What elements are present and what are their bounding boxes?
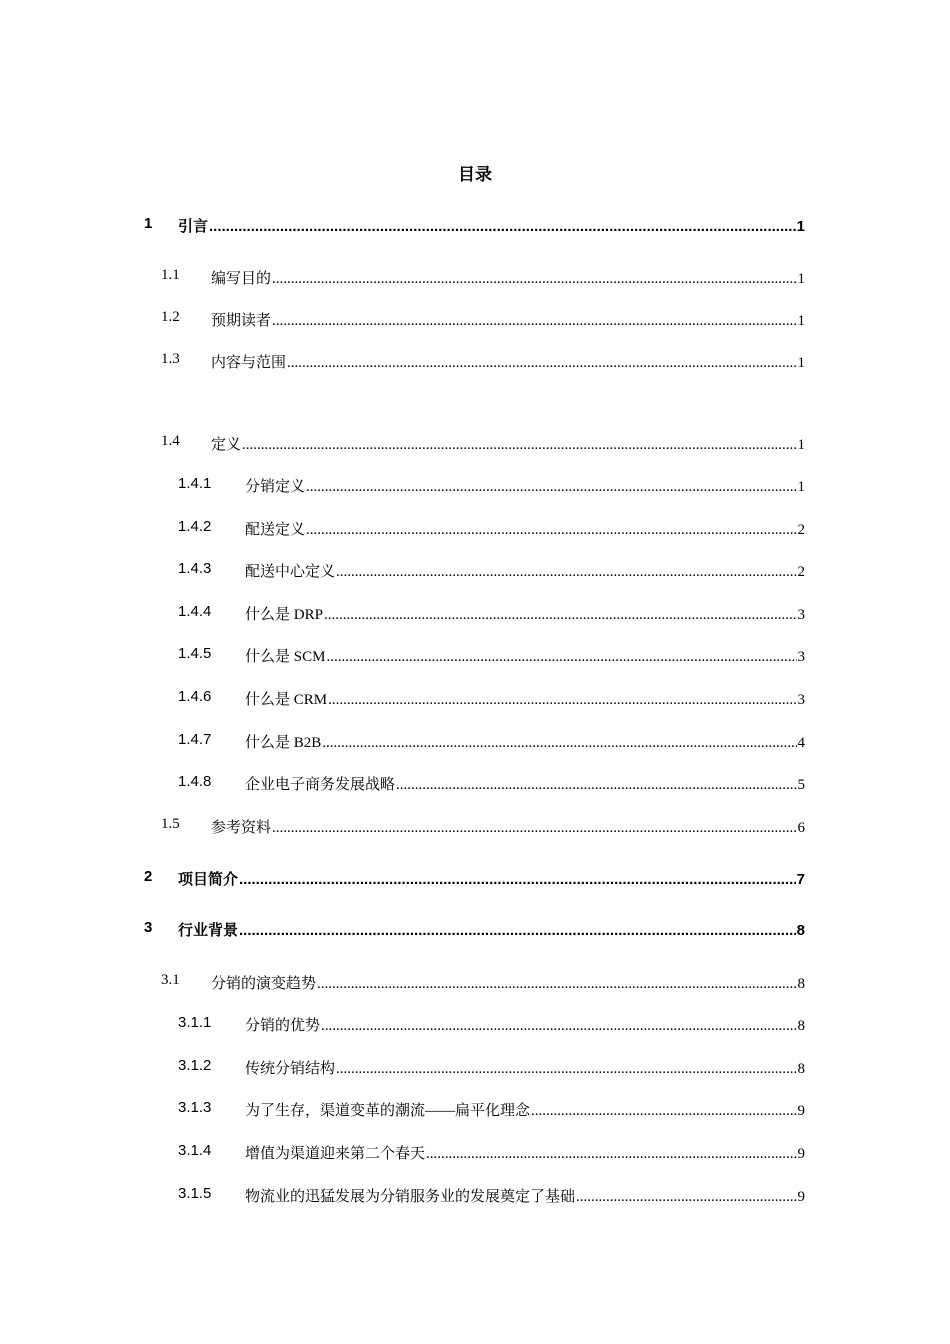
toc-entry-text: 内容与范围 [211, 355, 287, 371]
toc-entry-page: 3 [797, 607, 805, 623]
toc-entry-number: 1.5 [161, 816, 180, 832]
toc-leader [531, 1103, 796, 1120]
toc-entry-text: 预期读者 [211, 313, 272, 329]
toc-entry-page: 8 [797, 1018, 805, 1034]
toc-leader [272, 313, 796, 330]
toc-entry-page: 1 [797, 479, 805, 495]
toc-entry-3[interactable] [0, 919, 950, 941]
toc-entry-text: 分销的优势 [245, 1018, 321, 1034]
toc-entry-1-4-8[interactable] [0, 773, 950, 795]
toc-title: 目录 [458, 165, 492, 185]
toc-leader [576, 1189, 796, 1206]
toc-entry-page: 6 [797, 820, 805, 836]
toc-entry-page: 1 [797, 313, 805, 329]
toc-entry-page: 8 [797, 976, 805, 992]
toc-entry-text: 增值为渠道迎来第二个春天 [245, 1146, 426, 1162]
toc-entry-text: 物流业的迅猛发展为分销服务业的发展奠定了基础 [245, 1189, 576, 1205]
toc-leader [239, 871, 796, 888]
toc-entry-page: 5 [797, 777, 805, 793]
toc-entry-number: 1.4.5 [178, 645, 212, 662]
toc-entry-1-1[interactable] [0, 267, 950, 289]
toc-leader [324, 607, 797, 624]
toc-entry-number: 1.1 [161, 267, 180, 283]
toc-entry-1-4-1[interactable] [0, 475, 950, 497]
toc-entry-number: 3 [144, 919, 153, 936]
toc-entry-1-4-6[interactable] [0, 688, 950, 710]
toc-entry-number: 1.4.8 [178, 773, 212, 790]
toc-leader [242, 437, 796, 454]
toc-leader [209, 218, 796, 235]
toc-entry-number: 3.1.4 [178, 1142, 212, 1159]
toc-entry-number: 1.4.3 [178, 560, 212, 577]
toc-entry-page: 2 [797, 564, 805, 580]
toc-entry-1-3[interactable] [0, 351, 950, 373]
toc-entry-2[interactable] [0, 868, 950, 890]
toc-leader [306, 522, 796, 539]
toc-entry-text: 分销的演变趋势 [211, 976, 317, 992]
toc-leader [272, 271, 796, 288]
toc-entry-page: 1 [797, 355, 805, 371]
toc-leader [336, 1061, 796, 1078]
toc-entry-text: 引言 [178, 218, 209, 235]
toc-entry-page: 8 [797, 1061, 805, 1077]
toc-entry-text: 定义 [211, 437, 242, 453]
toc-entry-page: 3 [797, 692, 805, 708]
toc-entry-page: 9 [797, 1103, 805, 1119]
toc-leader [396, 777, 796, 794]
toc-entry-page: 7 [796, 871, 805, 888]
toc-entry-1-4-3[interactable] [0, 560, 950, 582]
toc-entry-text: 项目简介 [178, 871, 239, 888]
toc-entry-text: 什么是 DRP [245, 607, 323, 623]
toc-leader [287, 355, 796, 372]
toc-entry-3-1-2[interactable] [0, 1057, 950, 1079]
toc-entry-text: 什么是 CRM [245, 692, 328, 708]
toc-entry-text: 分销定义 [245, 479, 306, 495]
toc-entry-3-1-3[interactable] [0, 1099, 950, 1121]
toc-entry-text: 企业电子商务发展战略 [245, 777, 396, 793]
toc-entry-1-4[interactable] [0, 433, 950, 455]
toc-entry-number: 1 [144, 215, 153, 232]
toc-entry-text: 传统分销结构 [245, 1061, 336, 1077]
toc-entry-page: 1 [796, 218, 805, 235]
toc-entry-number: 1.4.4 [178, 603, 212, 620]
toc-entry-page: 8 [796, 922, 805, 939]
toc-entry-3-1-1[interactable] [0, 1014, 950, 1036]
toc-entry-text: 配送中心定义 [245, 564, 336, 580]
toc-entry-number: 3.1.3 [178, 1099, 212, 1116]
toc-entry-text: 什么是 B2B [245, 735, 322, 751]
toc-entry-number: 3.1.2 [178, 1057, 212, 1074]
toc-entry-number: 3.1.5 [178, 1185, 212, 1202]
toc-entry-1[interactable] [0, 215, 950, 237]
toc-entry-number: 1.4.7 [178, 731, 212, 748]
toc-entry-1-4-7[interactable] [0, 731, 950, 753]
toc-leader [317, 976, 796, 993]
toc-entry-1-5[interactable] [0, 816, 950, 838]
toc-leader [321, 1018, 796, 1035]
toc-entry-page: 2 [797, 522, 805, 538]
toc-leader [426, 1146, 796, 1163]
toc-entry-number: 2 [144, 868, 153, 885]
toc-entry-text: 行业背景 [178, 922, 239, 939]
toc-entry-3-1[interactable] [0, 972, 950, 994]
toc-entry-page: 1 [797, 271, 805, 287]
toc-entry-number: 1.4.2 [178, 518, 212, 535]
toc-leader [239, 922, 796, 939]
toc-entry-1-4-5[interactable] [0, 645, 950, 667]
toc-entry-text: 为了生存，渠道变革的潮流——扁平化理念 [245, 1103, 531, 1119]
toc-entry-text: 编写目的 [211, 271, 272, 287]
toc-entry-page: 4 [797, 735, 805, 751]
toc-entry-number: 1.2 [161, 309, 180, 325]
toc-entry-page: 1 [797, 437, 805, 453]
toc-entry-number: 1.4 [161, 433, 180, 449]
toc-leader [306, 479, 796, 496]
toc-leader [322, 735, 796, 752]
toc-entry-page: 3 [797, 649, 805, 665]
toc-leader [272, 820, 796, 837]
toc-entry-1-4-2[interactable] [0, 518, 950, 540]
toc-entry-number: 1.4.6 [178, 688, 212, 705]
toc-entry-number: 3.1 [161, 972, 180, 988]
toc-entry-number: 1.4.1 [178, 475, 212, 492]
toc-entry-page: 9 [797, 1189, 805, 1205]
toc-entry-3-1-5[interactable] [0, 1185, 950, 1207]
toc-entry-1-2[interactable] [0, 309, 950, 331]
toc-entry-text: 什么是 SCM [245, 649, 326, 665]
toc-entry-text: 参考资料 [211, 820, 272, 836]
toc-entry-1-4-4[interactable] [0, 603, 950, 625]
toc-leader [336, 564, 796, 581]
toc-entry-number: 3.1.1 [178, 1014, 212, 1031]
toc-leader [326, 649, 796, 666]
toc-entry-3-1-4[interactable] [0, 1142, 950, 1164]
toc-entry-number: 1.3 [161, 351, 180, 367]
toc-entry-text: 配送定义 [245, 522, 306, 538]
toc-leader [328, 692, 796, 709]
toc-entry-page: 9 [797, 1146, 805, 1162]
